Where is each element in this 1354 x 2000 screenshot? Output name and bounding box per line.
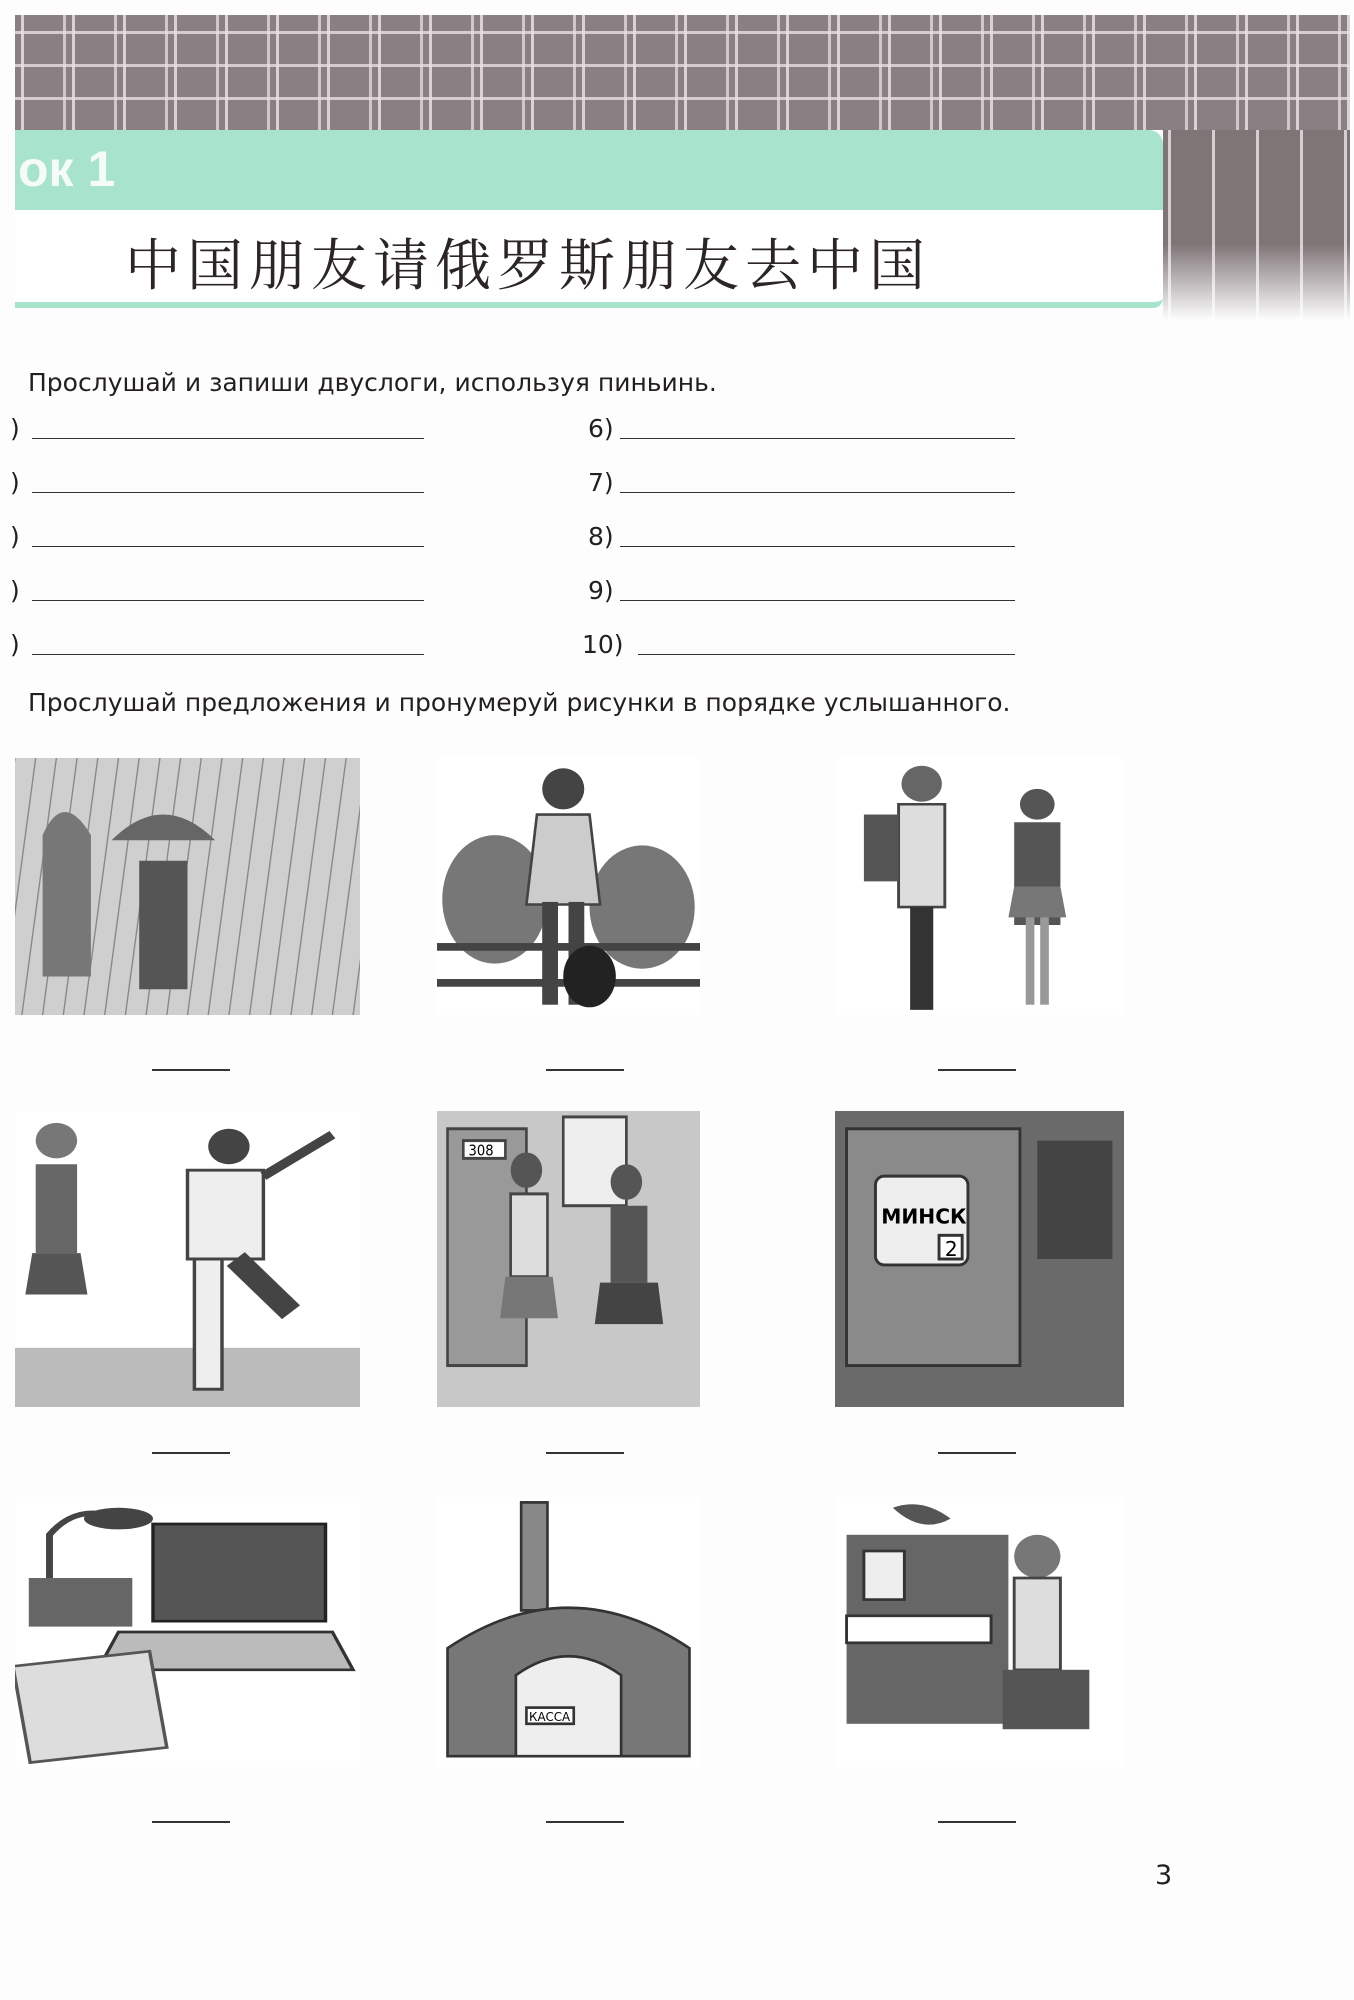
- pinyin-row: [0, 413, 1354, 443]
- answer-line[interactable]: [32, 492, 424, 493]
- answer-line[interactable]: [32, 654, 424, 655]
- pinyin-row: [0, 521, 1354, 551]
- answer-line[interactable]: [620, 600, 1015, 601]
- svg-text:МИНСК: МИНСК: [881, 1204, 967, 1229]
- picture-number-blank[interactable]: [152, 1821, 230, 1823]
- exercise-picture: [15, 1111, 360, 1407]
- answer-line[interactable]: [32, 600, 424, 601]
- exercise2-instruction: Прослушай предложения и пронумеруй рисунки в порядке услышанного.: [28, 688, 1011, 717]
- answer-label: 7): [588, 468, 614, 497]
- answer-label: 6): [588, 414, 614, 443]
- answer-label: ): [10, 414, 20, 443]
- illustration-8: [437, 1497, 700, 1767]
- illustration-9: [835, 1497, 1124, 1767]
- illustration-6: [835, 1111, 1124, 1407]
- answer-label: ): [10, 468, 20, 497]
- exercise-picture: [437, 1111, 700, 1407]
- picture-number-blank[interactable]: [938, 1821, 1016, 1823]
- exercise1-instruction: Прослушай и запиши двуслоги, используя пиньинь.: [28, 368, 717, 397]
- exercise-picture: [437, 758, 700, 1015]
- answer-label: ): [10, 630, 20, 659]
- picture-number-blank[interactable]: [938, 1452, 1016, 1454]
- answer-label: 9): [588, 576, 614, 605]
- svg-text:2: 2: [944, 1236, 958, 1262]
- exercise-picture: [835, 1497, 1124, 1767]
- answer-line[interactable]: [32, 438, 424, 439]
- pinyin-row: [0, 629, 1354, 659]
- exercise-picture: [15, 1497, 360, 1767]
- picture-number-blank[interactable]: [152, 1069, 230, 1071]
- header-photo-lattice-right: [1163, 130, 1350, 320]
- exercise-picture: [835, 1111, 1124, 1407]
- answer-label: 10): [582, 630, 624, 659]
- illustration-3: [835, 758, 1124, 1015]
- answer-line[interactable]: [620, 438, 1015, 439]
- exercise-picture: [15, 758, 360, 1015]
- svg-text:308: 308: [468, 1142, 494, 1160]
- answer-label: 8): [588, 522, 614, 551]
- answer-line[interactable]: [32, 546, 424, 547]
- answer-line[interactable]: [620, 546, 1015, 547]
- page-title: 中国朋友请俄罗斯朋友去中国: [125, 234, 931, 299]
- lesson-banner: [15, 130, 1163, 210]
- illustration-7: [15, 1497, 360, 1767]
- illustration-5: [437, 1111, 700, 1407]
- picture-number-blank[interactable]: [152, 1452, 230, 1454]
- picture-number-blank[interactable]: [546, 1452, 624, 1454]
- lesson-label: ок 1: [18, 141, 116, 197]
- illustration-2: [437, 758, 700, 1015]
- pinyin-row: [0, 467, 1354, 497]
- answer-line[interactable]: [638, 654, 1015, 655]
- illustration-1: [15, 758, 360, 1015]
- answer-label: ): [10, 576, 20, 605]
- answer-line[interactable]: [620, 492, 1015, 493]
- pinyin-row: [0, 575, 1354, 605]
- picture-number-blank[interactable]: [546, 1821, 624, 1823]
- exercise-picture: [437, 1497, 700, 1767]
- page-number: 3: [1155, 1860, 1173, 1891]
- header-photo-lattice: [15, 15, 1350, 130]
- answer-label: ): [10, 522, 20, 551]
- picture-number-blank[interactable]: [938, 1069, 1016, 1071]
- picture-number-blank[interactable]: [546, 1069, 624, 1071]
- illustration-4: [15, 1111, 360, 1407]
- exercise-picture: [835, 758, 1124, 1015]
- svg-text:КАССА: КАССА: [529, 1709, 571, 1725]
